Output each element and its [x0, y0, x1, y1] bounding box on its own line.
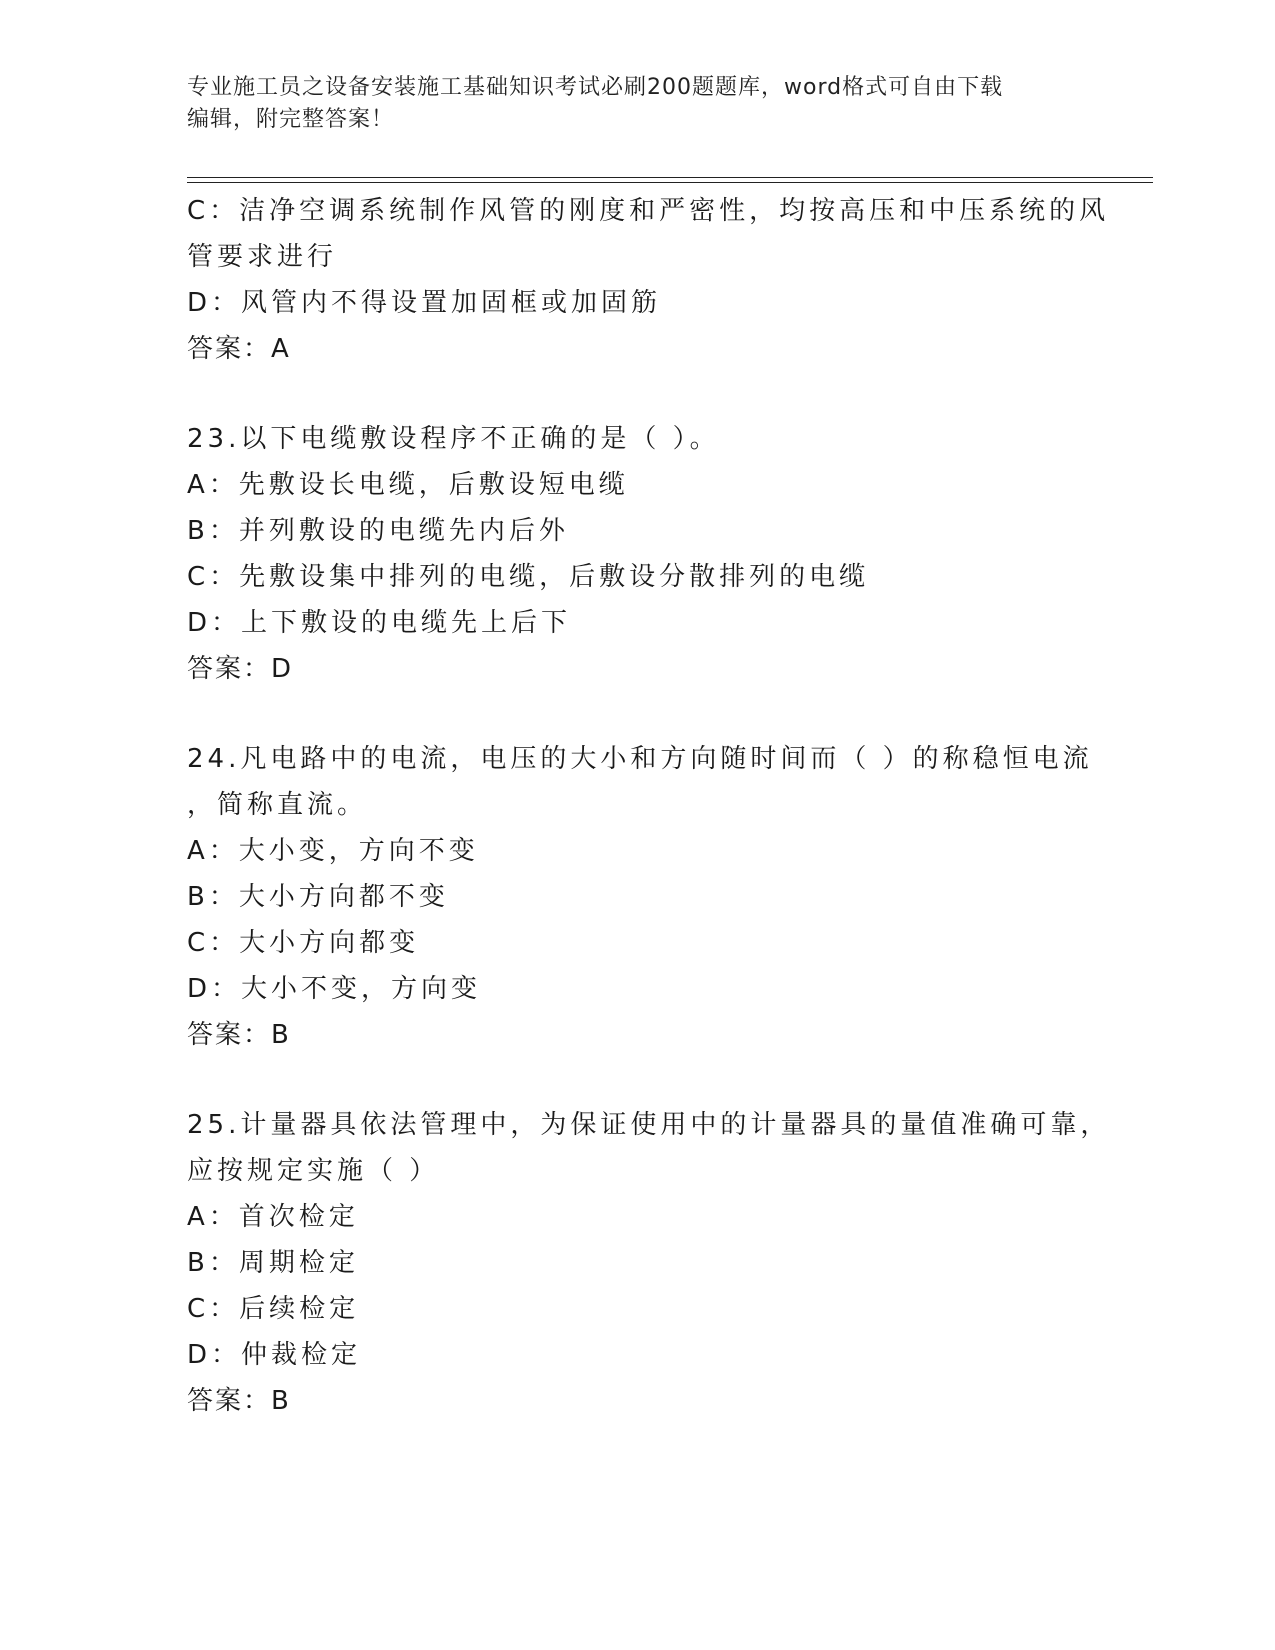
question-23: [187, 416, 1087, 692]
option-a: A：大小变，方向不变: [187, 836, 479, 866]
option-c: C：后续检定: [187, 1294, 360, 1324]
option-d: D：大小不变，方向变: [187, 974, 482, 1004]
option-c-line-1: C：洁净空调系统制作风管的刚度和严密性，均按高压和中压系统的风: [187, 196, 1110, 226]
header-divider-top: [187, 177, 1153, 178]
option-b: B：并列敷设的电缆先内后外: [187, 516, 569, 546]
question-stem-line-2: ，简称直流。: [187, 790, 368, 820]
question-25: [187, 1102, 1111, 1424]
option-a: A：首次检定: [187, 1202, 359, 1232]
option-c: C：先敷设集中排列的电缆，后敷设分散排列的电缆: [187, 562, 870, 592]
option-d: D：风管内不得设置加固框或加固筋: [187, 288, 662, 318]
header-line-1: 专业施工员之设备安装施工基础知识考试必刷200题题库，word格式可自由下载: [187, 75, 1004, 100]
question-stem-line-1: 25.计量器具依法管理中，为保证使用中的计量器具的量值准确可靠，: [187, 1110, 1111, 1140]
option-c-line-2: 管要求进行: [187, 242, 338, 272]
header-line-2: 编辑，附完整答案！: [187, 107, 395, 132]
answer: 答案：B: [187, 1386, 291, 1416]
question-stem-line-2: 应按规定实施（ ）: [187, 1156, 440, 1186]
answer: 答案：A: [187, 334, 291, 364]
answer: 答案：B: [187, 1020, 291, 1050]
document-header: [187, 72, 1067, 136]
question-list: [187, 188, 1111, 1424]
option-d: D：仲裁检定: [187, 1340, 362, 1370]
option-a: A：先敷设长电缆，后敷设短电缆: [187, 470, 629, 500]
question-stem-line-1: 24.凡电路中的电流，电压的大小和方向随时间而（ ）的称稳恒电流: [187, 744, 1093, 774]
question-stem: 23.以下电缆敷设程序不正确的是（ ）。: [187, 424, 720, 454]
option-b: B：大小方向都不变: [187, 882, 449, 912]
option-b: B：周期检定: [187, 1248, 359, 1278]
answer: 答案：D: [187, 654, 294, 684]
header-divider-bottom: [187, 182, 1153, 183]
question-24: [187, 736, 1093, 1058]
option-d: D：上下敷设的电缆先上后下: [187, 608, 572, 638]
question-22-fragment: [187, 188, 1110, 372]
option-c: C：大小方向都变: [187, 928, 420, 958]
